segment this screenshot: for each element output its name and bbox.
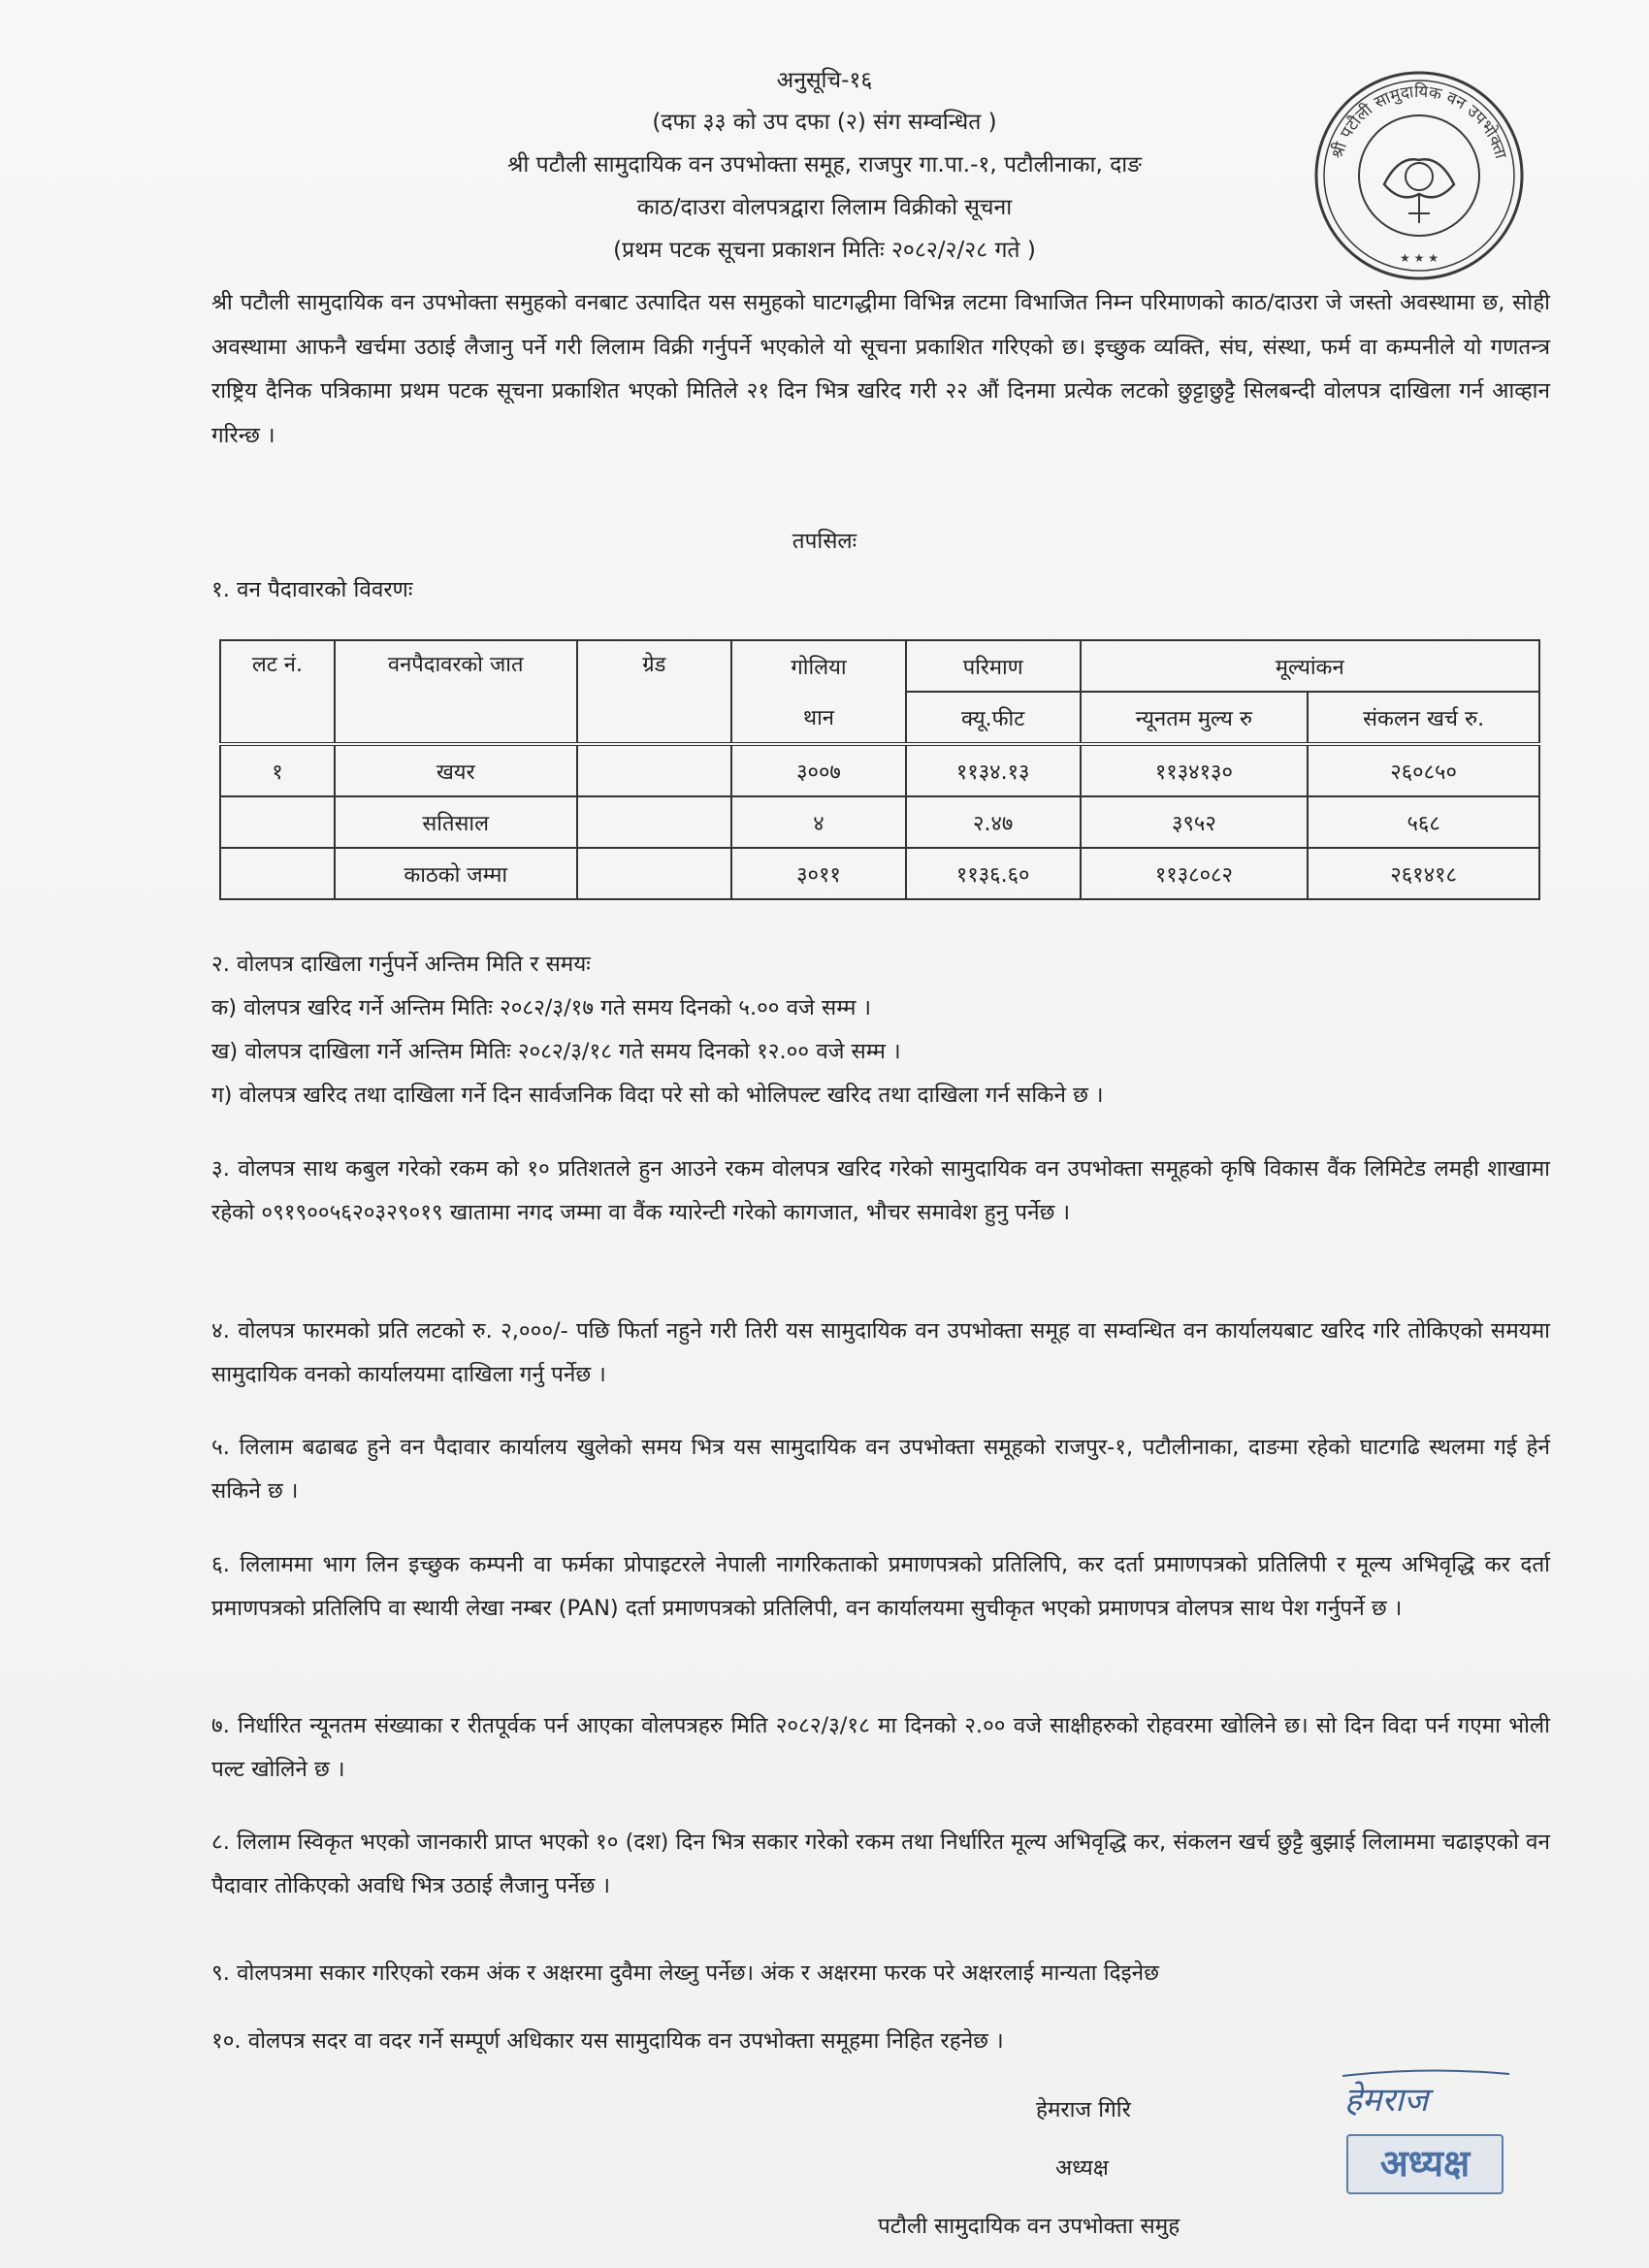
forest-product-table [219,639,1540,900]
header-collection-cost: संकलन खर्च रु. [1308,692,1539,744]
schedule-label: अनुसूचि-१६ [776,68,873,93]
cell-quantity: ११३४.१३ [906,744,1081,796]
cell-lot [220,796,335,848]
notice-title: काठ/दाउरा वोलपत्रद्वारा लिलाम विक्रीको सूचना [636,195,1013,220]
rule-reference: (दफा ३३ को उप दफा (२) संग सम्वन्धित ) [652,110,997,135]
cell-logs: ३००७ [731,744,906,796]
cell-lot: १ [220,744,335,796]
cell-collection-cost: २६०८५० [1308,744,1539,796]
chairperson-stamp [1346,2134,1504,2194]
section3-paragraph: ३. वोलपत्र साथ कबुल गरेको रकम को १० प्रतिशतले हुन आउने रकम वोलपत्र खरिद गरेको सामुदायिक वन उपभोक्ता समूहको कृषि विकास वैंक लिमिटेड लमही शाखामा रहेको ०९१९००५६२०३२९०१९ खातामा नगद जम्मा वा वैंक ग्यारेन्टी गरेको कागजात, भौचर समावेश हुनु पर्नेछ । [211,1156,1550,1225]
organization-seal-icon [1311,68,1527,283]
signatory-organization: पटौली सामुदायिक वन उपभोक्ता समुह [878,2214,1180,2239]
section1-title: १. वन पैदावारको विवरणः [211,577,413,602]
table-row [220,796,1539,848]
signature-script: हेमराज [1344,2081,1429,2120]
cell-total-quantity: ११३६.६० [906,848,1081,899]
cell-collection-cost: ५६८ [1308,796,1539,848]
seal-text: श्री पटौली सामुदायिक वन उपभोक्ता [1327,81,1510,162]
header-species: वनपैदावरको जात [335,640,577,744]
table-header-row [220,640,1539,692]
section7-paragraph: ७. निर्धारित न्यूनतम संख्याका र रीतपूर्वक पर्न आएका वोलपत्रहरु मिति २०८२/३/१८ मा दिनको २.०० वजे साक्षीहरुको रोहवरमा खोलिने छ। सो दिन विदा पर्न गएमा भोली पल्ट खोलिने छ । [211,1713,1550,1782]
header-quantity: परिमाण [906,640,1081,692]
cell-species: खयर [335,744,577,796]
header-logs-unit: थान [731,692,906,744]
header-logs: गोलिया [731,640,906,692]
cell-quantity: २.४७ [906,796,1081,848]
header-quantity-unit: क्यू.फीट [906,692,1081,744]
section6-paragraph: ६. लिलाममा भाग लिन इच्छुक कम्पनी वा फर्मका प्रोपाइटरले नेपाली नागरिकताको प्रमाणपत्रको प्रतिलिपि, कर दर्ता प्रमाणपत्रको प्रतिलिपी र मूल्य अभिवृद्धि कर दर्ता प्रमाणपत्रको प्रतिलिपि वा स्थायी लेखा नम्बर (PAN) दर्ता प्रमाणपत्रको प्रतिलिपी, वन कार्यालयमा सुचीकृत भएको प्रमाणपत्र वोलपत्र साथ पेश गर्नुपर्ने छ । [211,1552,1550,1621]
details-label: तपसिलः [792,529,857,554]
table-total-row [220,848,1539,899]
section2-item-a: क) वोलपत्र खरिद गर्ने अन्तिम मितिः २०८२/३/१७ गते समय दिनको ५.०० वजे सम्म । [211,995,872,1021]
header-min-price: न्यूनतम मुल्य रु [1081,692,1309,744]
cell-logs: ४ [731,796,906,848]
section9-line: ९. वोलपत्रमा सकार गरिएको रकम अंक र अक्षरमा दुवैमा लेख्नु पर्नेछ। अंक र अक्षरमा फरक परे अक्षरलाई मान्यता दिइनेछ [211,1960,1159,1986]
cell-grade [577,796,732,848]
intro-paragraph: श्री पटौली सामुदायिक वन उपभोक्ता समुहको वनबाट उत्पादित यस समुहको घाटगद्धीमा विभिन्न लटमा विभाजित निम्न परिमाणको काठ/दाउरा जे जस्तो अवस्थामा छ, सोही अवस्थामा आफनै खर्चमा उठाई लैजानु पर्ने गरी लिलाम विक्री गर्नुपर्ने भएकोले यो सूचना प्रकाशित गरिएको छ। इच्छुक व्यक्ति, संघ, संस्था, फर्म वा कम्पनीले यो गणतन्त्र राष्ट्रिय दैनिक पत्रिकामा प्रथम पटक सूचना प्रकाशित भएको मितिले २१ दिन भित्र खरिद गरी २२ औं दिनमा प्रत्येक लटको छुट्टाछुट्टै सिलबन्दी वोलपत्र दाखिला गर्न आव्हान गरिन्छ । [211,290,1550,448]
header-lot: लट नं. [220,640,335,744]
stamp-text: अध्यक्ष [1379,2142,1471,2185]
section2-item-c: ग) वोलपत्र खरिद तथा दाखिला गर्ने दिन सार्वजनिक विदा परे सो को भोलिपल्ट खरिद तथा दाखिला गर्न सकिने छ । [211,1083,1104,1108]
cell-grade [577,744,732,796]
section5-paragraph: ५. लिलाम बढाबढ हुने वन पैदावार कार्यालय खुलेको समय भित्र यस सामुदायिक वन उपभोक्ता समूहको राजपुर-१, पटौलीनाका, दाङमा रहेको घाटगढि स्थलमा गई हेर्न सकिने छ । [211,1435,1550,1504]
handwritten-signature-icon [1339,2064,1513,2132]
table-row [220,744,1539,796]
svg-text:★ ★ ★: ★ ★ ★ [1400,251,1439,265]
cell-lot [220,848,335,899]
section10-line: १०. वोलपत्र सदर वा वदर गर्ने सम्पूर्ण अधिकार यस सामुदायिक वन उपभोक्ता समूहमा निहित रहनेछ । [211,2028,1004,2054]
signatory-role: अध्यक्ष [1055,2155,1109,2181]
section2-item-b: ख) वोलपत्र दाखिला गर्ने अन्तिम मितिः २०८२/३/१८ गते समय दिनको १२.०० वजे सम्म । [211,1039,901,1064]
section4-paragraph: ४. वोलपत्र फारमको प्रति लटको रु. २,०००/- पछि फिर्ता नहुने गरी तिरी यस सामुदायिक वन उपभोक्ता समूह वा सम्वन्धित वन कार्यालयबाट खरिद गरि तोकिएको समयमा सामुदायिक वनको कार्यालयमा दाखिला गर्नु पर्नेछ । [211,1318,1550,1387]
cell-species: सतिसाल [335,796,577,848]
cell-total-label: काठको जम्मा [335,848,577,899]
section2-title: २. वोलपत्र दाखिला गर्नुपर्ने अन्तिम मिति र समयः [211,952,591,977]
section8-paragraph: ८. लिलाम स्विकृत भएको जानकारी प्राप्त भएको १० (दश) दिन भित्र सकार गरेको रकम तथा निर्धारित मूल्य अभिवृद्धि कर, संकलन खर्च छुट्टै बुझाई लिलाममा चढाइएको वन पैदावार तोकिएको अवधि भित्र उठाई लैजानु पर्नेछ । [211,1830,1550,1898]
cell-min-price: ११३४१३० [1081,744,1309,796]
cell-grade [577,848,732,899]
cell-min-price: ३९५२ [1081,796,1309,848]
cell-total-logs: ३०११ [731,848,906,899]
cell-total-min-price: ११३८०८२ [1081,848,1309,899]
header-grade: ग्रेड [577,640,732,744]
signatory-name: हेमराज गिरि [1036,2097,1131,2122]
organization-line: श्री पटौली सामुदायिक वन उपभोक्ता समूह, राजपुर गा.पा.-१, पटौलीनाका, दाङ [507,152,1142,178]
publication-date: (प्रथम पटक सूचना प्रकाशन मितिः २०८२/२/२८ गते ) [613,238,1036,263]
cell-total-collection-cost: २६१४१८ [1308,848,1539,899]
header-valuation: मूल्यांकन [1081,640,1539,692]
